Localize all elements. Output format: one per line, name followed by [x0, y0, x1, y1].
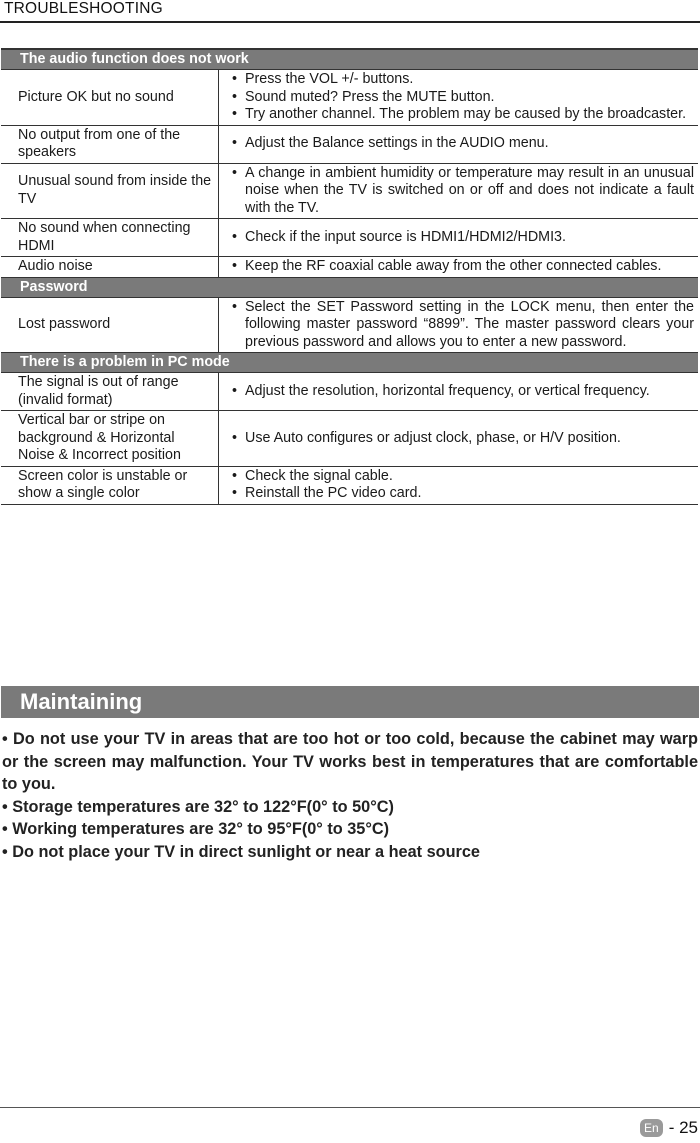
problem-cell: The signal is out of range (invalid format) [1, 373, 219, 411]
problem-cell: No sound when connecting HDMI [1, 219, 219, 257]
problem-cell: No output from one of the speakers [1, 125, 219, 163]
footer-divider [0, 1107, 700, 1108]
solution-item: • Check if the input source is HDMI1/HDMI2/HDMI3. [228, 229, 694, 247]
solution-cell [219, 411, 699, 467]
table-row [1, 373, 698, 411]
solution-item: • Check the signal cable. [228, 468, 694, 486]
solution-item: • Press the VOL +/- buttons. [228, 71, 694, 89]
section-title: Password [1, 277, 698, 297]
solution-cell [219, 163, 699, 219]
solution-item: • A change in ambient humidity or temperature may result in an unusual noise when the TV is switched on or off and does not indicate a fault with the TV. [228, 165, 694, 218]
page-footer [640, 1118, 698, 1138]
maintaining-list [2, 728, 698, 863]
problem-cell: Unusual sound from inside the TV [1, 163, 219, 219]
header-divider [0, 21, 700, 23]
section-header [1, 49, 698, 70]
problem-cell: Picture OK but no sound [1, 70, 219, 126]
solution-item: • Select the SET Password setting in the LOCK menu, then enter the following master password “8899”. The master password clears your previous password and allows you to enter a new password. [228, 299, 694, 352]
table-row [1, 466, 698, 504]
table-row [1, 70, 698, 126]
table-row [1, 411, 698, 467]
language-badge: En [640, 1119, 663, 1137]
solution-cell [219, 125, 699, 163]
maintaining-item: • Working temperatures are 32° to 95°F(0° to 35°C) [2, 818, 698, 841]
solution-item: • Sound muted? Press the MUTE button. [228, 89, 694, 107]
table-row [1, 163, 698, 219]
problem-cell: Screen color is unstable or show a single color [1, 466, 219, 504]
table-row [1, 125, 698, 163]
problem-cell: Vertical bar or stripe on background & Horizontal Noise & Incorrect position [1, 411, 219, 467]
maintaining-item: • Do not use your TV in areas that are too hot or too cold, because the cabinet may warp or the screen may malfunction. Your TV works best in temperatures that are comfortable to you. [2, 728, 698, 796]
table-row [1, 219, 698, 257]
section-title: The audio function does not work [1, 49, 698, 70]
maintaining-item: • Do not place your TV in direct sunlight or near a heat source [2, 841, 698, 864]
solution-item: • Adjust the Balance settings in the AUDIO menu. [228, 135, 694, 153]
problem-cell: Lost password [1, 297, 219, 353]
solution-item: • Try another channel. The problem may be caused by the broadcaster. [228, 106, 694, 124]
solution-cell [219, 70, 699, 126]
section-header [1, 353, 698, 373]
page-header-title: TROUBLESHOOTING [4, 0, 163, 17]
page-number: - 25 [668, 1118, 698, 1137]
solution-cell [219, 219, 699, 257]
section-header [1, 277, 698, 297]
solution-item: • Keep the RF coaxial cable away from the other connected cables. [228, 258, 694, 276]
solution-item: • Adjust the resolution, horizontal frequency, or vertical frequency. [228, 383, 694, 401]
solution-cell [219, 257, 699, 278]
maintaining-item: • Storage temperatures are 32° to 122°F(0° to 50°C) [2, 796, 698, 819]
solution-cell [219, 373, 699, 411]
problem-cell: Audio noise [1, 257, 219, 278]
troubleshooting-table [1, 48, 698, 505]
table-row [1, 257, 698, 278]
solution-cell [219, 297, 699, 353]
solution-item: • Reinstall the PC video card. [228, 485, 694, 503]
solution-cell [219, 466, 699, 504]
section-title: There is a problem in PC mode [1, 353, 698, 373]
table-row [1, 297, 698, 353]
maintaining-heading: Maintaining [1, 686, 699, 718]
solution-item: • Use Auto configures or adjust clock, phase, or H/V position. [228, 430, 694, 448]
